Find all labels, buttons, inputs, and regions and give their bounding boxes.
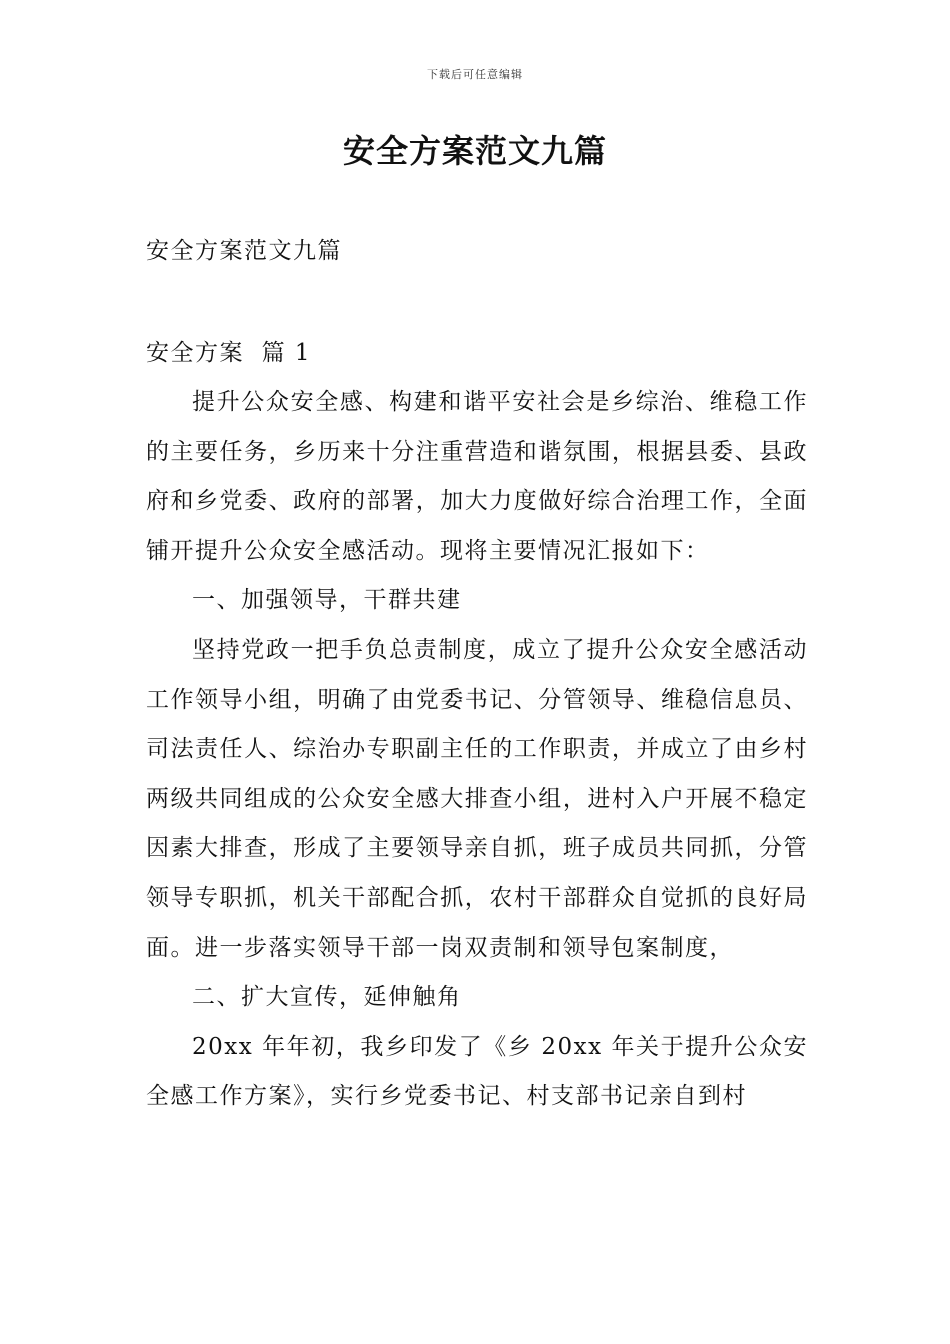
document-body — [146, 378, 808, 1122]
paragraph: 提升公众安全感、构建和谐平安社会是乡综治、维稳工作的主要任务，乡历来十分注重营造和谐氛围，根据县委、县政府和乡党委、政府的部署，加大力度做好综合治理工作，全面铺开提升公众安全感活动。现将主要情况汇报如下： — [146, 389, 808, 564]
section-label: 安全方案 篇 1 — [146, 340, 312, 366]
document-title: 安全方案范文九篇 — [342, 132, 607, 170]
paragraph: 20xx 年年初，我乡印发了《乡 20xx 年关于提升公众安全感工作方案》，实行乡党委书记、村支部书记亲自到村 — [146, 1033, 808, 1110]
document-subtitle: 安全方案范文九篇 — [146, 238, 342, 264]
paragraph-heading: 二、扩大宣传，延伸触角 — [192, 984, 462, 1011]
paragraph-heading: 一、加强领导，干群共建 — [192, 587, 462, 614]
paragraph: 坚持党政一把手负总责制度，成立了提升公众安全感活动工作领导小组，明确了由党委书记、分管领导、维稳信息员、司法责任人、综治办专职副主任的工作职责，并成立了由乡村两级共同组成的公众安全感大排查小组，进村入户开展不稳定因素大排查，形成了主要领导亲自抓，班子成员共同抓，分管领导专职抓，机关干部配合抓，农村干部群众自觉抓的良好局面。进一步落实领导干部一岗双责制和领导包案制度， — [146, 636, 808, 961]
page-header-note: 下载后可任意编辑 — [427, 68, 523, 81]
